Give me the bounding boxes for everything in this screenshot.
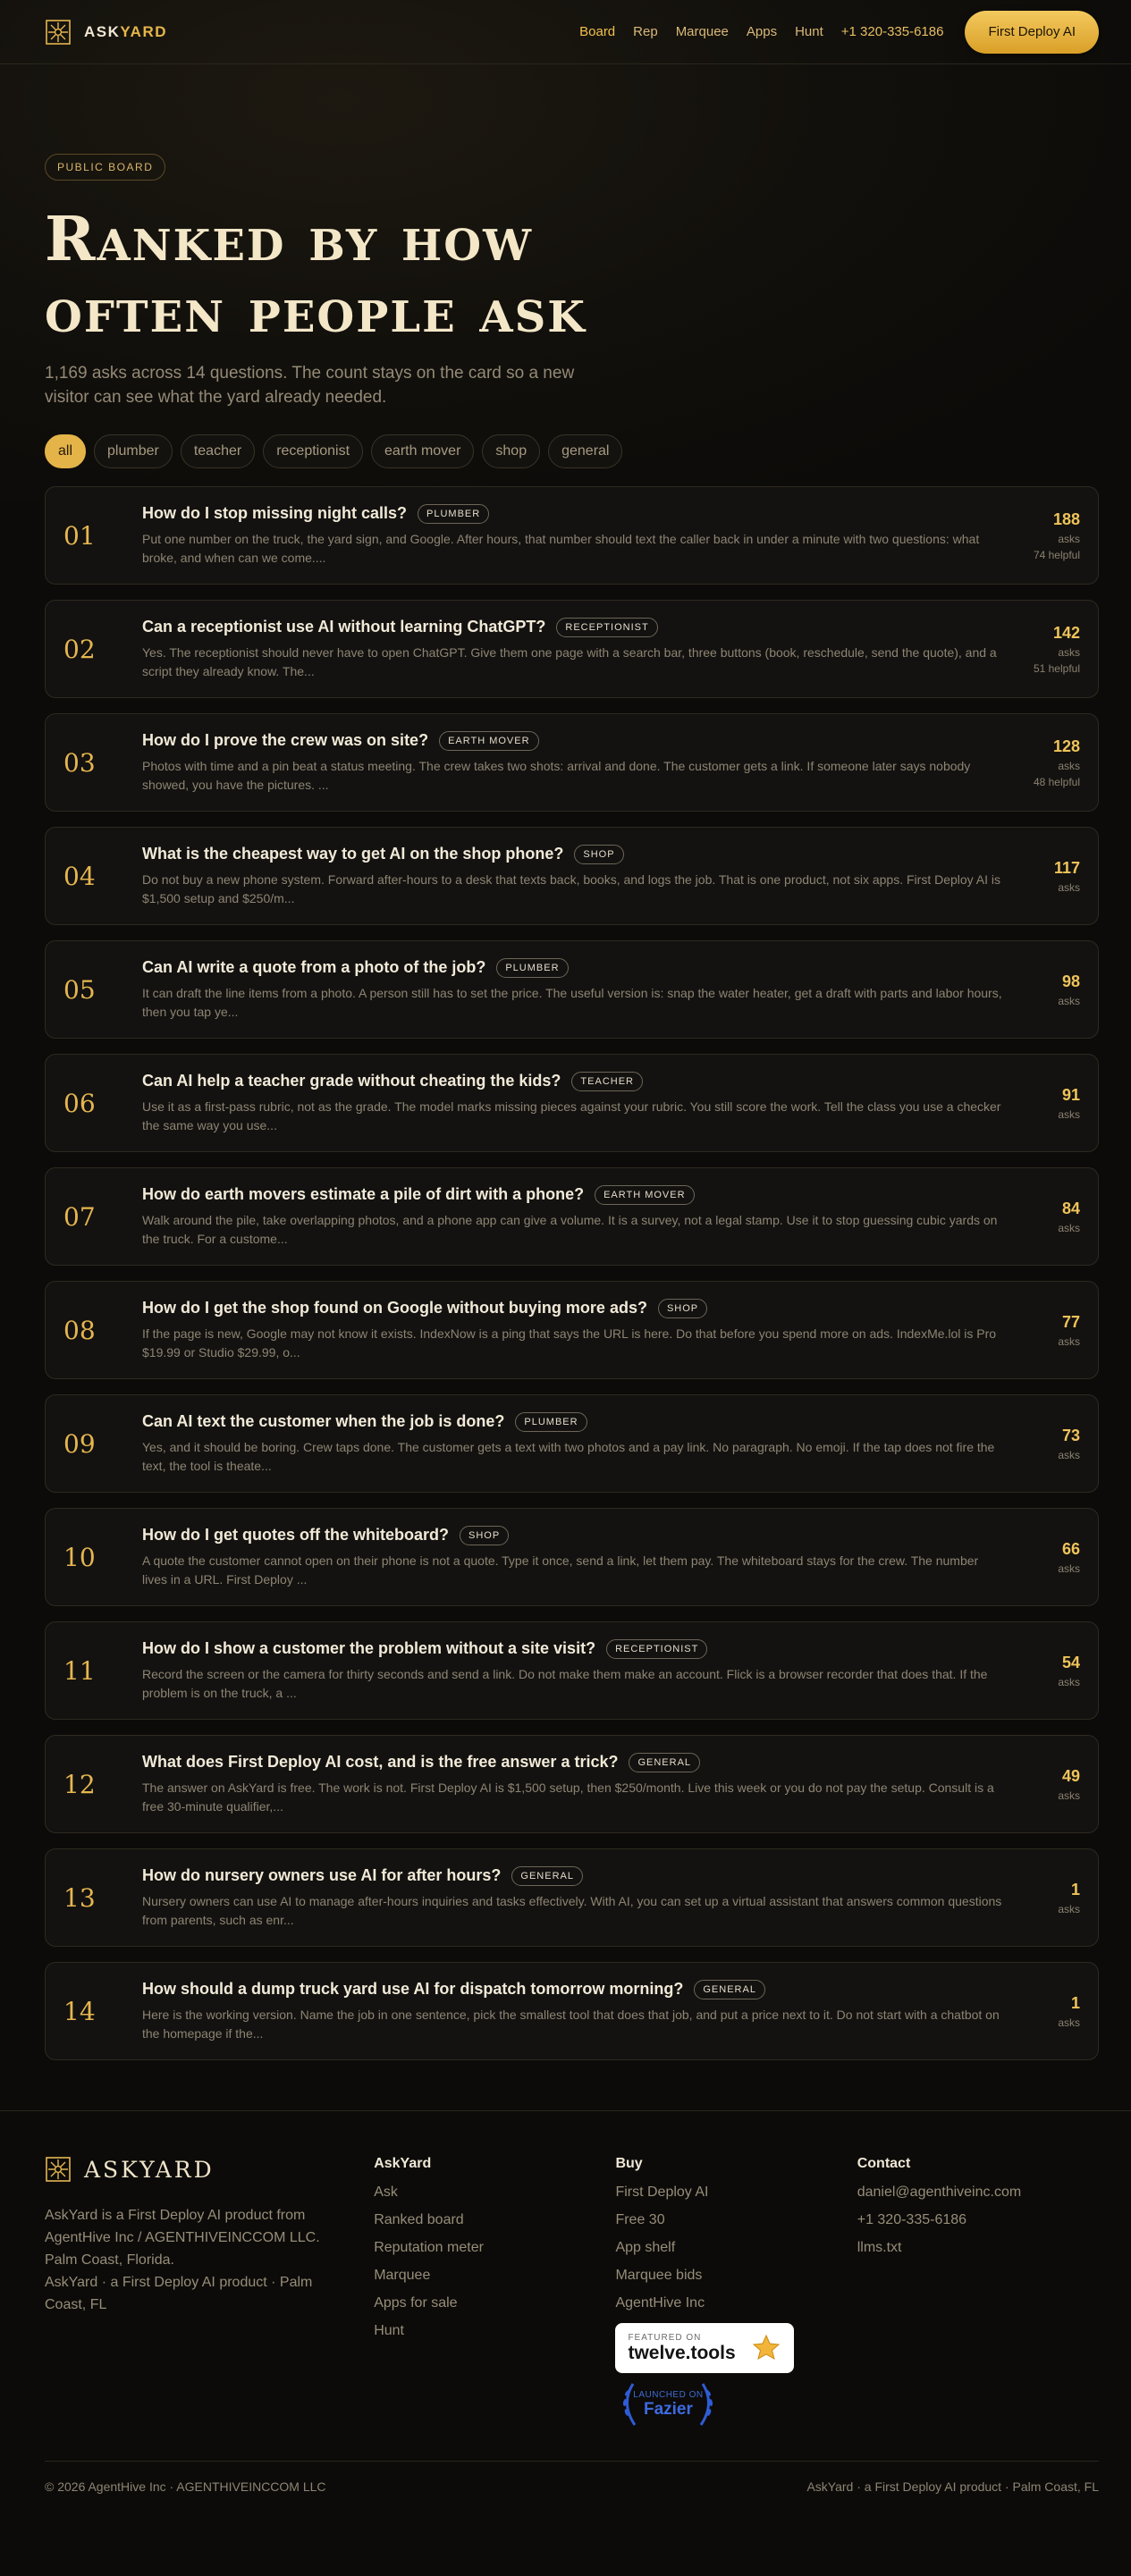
footer-link-free-30[interactable]: Free 30	[615, 2212, 665, 2227]
asks-label: asks	[1058, 880, 1080, 894]
question-title[interactable]: Can AI help a teacher grade without cheating the kids?	[142, 1072, 561, 1090]
question-body	[142, 1980, 1017, 2043]
answer-excerpt: Yes, and it should be boring. Crew taps done. The customer gets a text with two photos and a pay link. No paragraph. No emoji. If the tap does not fire the text, the tool is theate...	[142, 1439, 995, 1473]
question-line	[142, 1866, 1003, 1886]
ask-count: 54	[1061, 1653, 1080, 1671]
question-line	[142, 1072, 1003, 1091]
question-card[interactable]	[45, 1054, 1099, 1152]
question-body	[142, 1412, 1017, 1476]
question-line	[142, 1185, 1003, 1205]
footer-col-buy	[615, 2156, 857, 2430]
filter-chip-shop[interactable]: shop	[482, 434, 540, 468]
answer-excerpt: Do not buy a new phone system. Forward after-hours to a desk that texts back, books, and logs the job. That is one product, not six apps. First Deploy AI is $1,500 setup and $250/m...	[142, 871, 1001, 905]
rank-number: 04	[63, 861, 96, 891]
question-line	[142, 958, 1003, 978]
nav-phone[interactable]: +1 320-335-6186	[840, 24, 944, 39]
yard-logo-icon	[45, 2156, 72, 2183]
question-card[interactable]	[45, 1281, 1099, 1379]
question-body	[142, 1753, 1017, 1816]
nav-apps[interactable]: Apps	[746, 24, 778, 39]
footer-bottom	[45, 2461, 1099, 2511]
asks-label: asks	[1058, 1221, 1080, 1234]
answer-excerpt: The answer on AskYard is free. The work is not. First Deploy AI is $1,500 setup, then $250/month. Live this week or you do not pay the setup. Consult is a free 30-minute qualifier,...	[142, 1780, 994, 1814]
brand[interactable]	[45, 19, 167, 46]
category-tag[interactable]: RECEPTIONIST	[606, 1639, 707, 1659]
badge-fazier: Fazier	[643, 2399, 693, 2419]
rank-number: 08	[63, 1315, 96, 1345]
ask-stats	[1017, 1313, 1080, 1348]
category-tag[interactable]: SHOP	[658, 1299, 707, 1318]
question-line	[142, 1980, 1003, 1999]
fazier-badge[interactable]	[615, 2378, 721, 2430]
footer-link-marquee-bids[interactable]: Marquee bids	[615, 2268, 703, 2283]
question-title[interactable]: How do I get the shop found on Google without buying more ads?	[142, 1299, 647, 1317]
asks-label: asks	[1058, 1562, 1080, 1575]
question-title[interactable]: What is the cheapest way to get AI on the shop phone?	[142, 845, 564, 863]
copyright: © 2026 AgentHive Inc · AGENTHIVEINCCOM LLC	[45, 2479, 326, 2494]
rank-number: 13	[63, 1882, 96, 1913]
question-line	[142, 504, 1003, 524]
ask-count: 49	[1061, 1766, 1080, 1785]
answer-excerpt: Here is the working version. Name the job in one sentence, pick the smallest tool that does that job, and put a price next to it. Do not start with a chatbot on the homepage if the...	[142, 2007, 1000, 2041]
star-trophy-icon	[751, 2334, 781, 2362]
helpful-count: 51 helpful	[1033, 661, 1080, 675]
ask-stats	[1017, 1540, 1080, 1575]
site-header	[0, 0, 1131, 64]
question-line	[142, 1526, 1003, 1545]
filter-chip-receptionist[interactable]: receptionist	[263, 434, 363, 468]
question-card[interactable]	[45, 600, 1099, 698]
ask-count: 188	[1052, 509, 1080, 528]
rank-number: 05	[63, 974, 96, 1005]
page-title: Ranked by how often people ask	[45, 204, 587, 347]
answer-excerpt: It can draft the line items from a photo. A person still has to set the price. The useful version is: snap the water heater, get a draft with parts and labor hours, then you tap ye...	[142, 985, 1002, 1019]
footer-link-phone[interactable]: +1 320-335-6186	[857, 2212, 967, 2227]
nav-hunt[interactable]: Hunt	[795, 24, 823, 39]
question-title[interactable]: How do earth movers estimate a pile of dirt with a phone?	[142, 1185, 585, 1203]
rank-number: 14	[63, 1996, 96, 2026]
ask-count: 73	[1061, 1426, 1080, 1444]
category-tag[interactable]: PLUMBER	[515, 1412, 587, 1432]
ask-count: 84	[1061, 1199, 1080, 1217]
question-title[interactable]: Can AI write a quote from a photo of the job?	[142, 958, 486, 976]
question-title[interactable]: How do I show a customer the problem without a site visit?	[142, 1639, 596, 1657]
question-body	[142, 618, 1017, 681]
ask-count: 98	[1061, 972, 1080, 990]
category-tag[interactable]: RECEPTIONIST	[556, 618, 657, 637]
footer-description	[45, 2204, 340, 2316]
answer-excerpt: Nursery owners can use AI to manage after-hours inquiries and tasks effectively. With AI, you can set up a virtual assistant that answers common questions from parents, such as enr...	[142, 1893, 1002, 1927]
rank-number: 06	[63, 1088, 96, 1118]
question-title[interactable]: How should a dump truck yard use AI for dispatch tomorrow morning?	[142, 1980, 684, 1998]
ask-stats	[1017, 737, 1080, 788]
category-tag[interactable]: PLUMBER	[418, 504, 489, 524]
brand-name	[84, 23, 167, 41]
question-card[interactable]	[45, 1621, 1099, 1720]
ask-stats	[1017, 1767, 1080, 1802]
footer-link-marquee[interactable]: Marquee	[374, 2268, 431, 2283]
asks-label: asks	[1058, 994, 1080, 1007]
footer-desc-1: AskYard is a First Deploy AI product from AgentHive Inc / AGENTHIVEINCCOM LLC. Palm Coast, Florida.	[45, 2208, 320, 2268]
question-line	[142, 1639, 1003, 1659]
question-card[interactable]	[45, 486, 1099, 585]
ask-count: 91	[1061, 1085, 1080, 1104]
ask-count: 128	[1052, 737, 1080, 755]
filter-bar	[45, 434, 1086, 468]
question-line	[142, 1412, 1003, 1432]
question-card[interactable]	[45, 940, 1099, 1039]
question-card[interactable]	[45, 827, 1099, 925]
filter-chip-plumber[interactable]: plumber	[94, 434, 173, 468]
page-subtitle: 1,169 asks across 14 questions. The count stays on the card so a new visitor can see what the yard already needed.	[45, 364, 575, 407]
asks-label: asks	[1058, 1448, 1080, 1461]
footer-link-first-deploy-ai[interactable]: First Deploy AI	[615, 2185, 709, 2200]
nav-board[interactable]: Board	[579, 24, 616, 39]
answer-excerpt: Yes. The receptionist should never have to open ChatGPT. Give them one page with a search bar, three buttons (book, reschedule, send the quote), and a script they already know. The...	[142, 644, 997, 678]
footer-link-apps-for-sale[interactable]: Apps for sale	[374, 2295, 458, 2311]
question-line	[142, 731, 1003, 751]
footer-tagline: AskYard · a First Deploy AI product · Palm Coast, FL	[806, 2479, 1099, 2494]
rank-number: 07	[63, 1201, 96, 1232]
yard-logo-icon	[45, 19, 72, 46]
category-tag[interactable]: PLUMBER	[496, 958, 568, 978]
question-line	[142, 1753, 1003, 1772]
footer-link-ask[interactable]: Ask	[374, 2185, 398, 2200]
footer-link-llms-txt[interactable]: llms.txt	[857, 2240, 902, 2255]
question-card[interactable]	[45, 1394, 1099, 1493]
answer-excerpt: Record the screen or the camera for thirty seconds and send a link. Do not make them make an account. Flick is a browser recorder that does that. If the problem is on the truck, a ...	[142, 1666, 988, 1700]
question-line	[142, 1299, 1003, 1318]
category-tag[interactable]: TEACHER	[571, 1072, 643, 1091]
badge-twelve-tools: twelve.tools	[628, 2342, 736, 2363]
footer-link-ranked-board[interactable]: Ranked board	[374, 2212, 464, 2227]
category-tag[interactable]: SHOP	[460, 1526, 509, 1545]
footer-col-askyard	[374, 2156, 615, 2430]
category-tag[interactable]: EARTH MOVER	[595, 1185, 694, 1205]
answer-excerpt: Put one number on the truck, the yard sign, and Google. After hours, that number should text the caller back in under a minute with two questions: what broke, and when can we come....	[142, 531, 980, 565]
category-tag[interactable]: SHOP	[574, 845, 623, 864]
rank-number: 01	[63, 520, 96, 551]
ask-count: 142	[1052, 623, 1080, 642]
category-tag[interactable]: GENERAL	[511, 1866, 583, 1886]
asks-label: asks	[1058, 759, 1080, 772]
footer-link-app-shelf[interactable]: App shelf	[615, 2240, 676, 2255]
ask-stats	[1017, 510, 1080, 561]
question-title[interactable]: How do I get quotes off the whiteboard?	[142, 1526, 449, 1544]
ask-stats	[1017, 1654, 1080, 1688]
laurel-icon	[615, 2378, 721, 2430]
answer-excerpt: Walk around the pile, take overlapping photos, and a phone app can give a volume. It is a survey, not a legal stamp. Use it to stop guessing cubic yards on the truck. For a custome...	[142, 1212, 998, 1246]
ask-stats	[1017, 1994, 1080, 2029]
asks-label: asks	[1058, 1675, 1080, 1688]
question-body	[142, 1185, 1017, 1249]
asks-label: asks	[1058, 1789, 1080, 1802]
footer-link-agenthive[interactable]: AgentHive Inc	[615, 2295, 705, 2311]
asks-label: asks	[1058, 1902, 1080, 1915]
filter-chip-earth-mover[interactable]: earth mover	[371, 434, 474, 468]
brand-prefix: ASK	[84, 22, 121, 40]
question-body	[142, 731, 1017, 795]
ask-stats	[1017, 1427, 1080, 1461]
rank-number: 12	[63, 1769, 96, 1799]
brand-suffix: YARD	[120, 22, 168, 40]
question-card[interactable]	[45, 713, 1099, 812]
asks-label: asks	[1058, 1107, 1080, 1121]
nav-rep[interactable]: Rep	[633, 24, 658, 39]
footer-desc-2: AskYard · a First Deploy AI product · Palm Coast, FL	[45, 2275, 313, 2312]
question-line	[142, 845, 1003, 864]
rank-number: 03	[63, 747, 96, 778]
question-title[interactable]: Can a receptionist use AI without learning ChatGPT?	[142, 618, 546, 636]
answer-excerpt: Use it as a first-pass rubric, not as the grade. The model marks missing pieces against your rubric. You still score the work. Tell the class you use a checker the same way you use...	[142, 1099, 1001, 1132]
question-line	[142, 618, 1003, 637]
ask-stats	[1017, 859, 1080, 894]
helpful-count: 74 helpful	[1033, 548, 1080, 561]
ask-stats	[1017, 624, 1080, 675]
main-nav	[579, 11, 1099, 54]
question-body	[142, 1639, 1017, 1703]
nav-marquee[interactable]: Marquee	[675, 24, 729, 39]
answer-excerpt: Photos with time and a pin beat a status meeting. The crew takes two shots: arrival and done. The customer gets a link. If someone later says nobody showed, you have the pictures. ...	[142, 758, 971, 792]
question-body	[142, 845, 1017, 908]
rank-number: 09	[63, 1428, 96, 1459]
footer-col-title: Buy	[615, 2156, 643, 2171]
footer-col-title: Contact	[857, 2156, 911, 2171]
ask-count: 1	[1070, 1993, 1080, 2012]
footer-link-reputation-meter[interactable]: Reputation meter	[374, 2240, 484, 2255]
question-title[interactable]: How do I prove the crew was on site?	[142, 731, 429, 749]
question-card[interactable]	[45, 1167, 1099, 1266]
question-card[interactable]	[45, 1508, 1099, 1606]
category-tag[interactable]: GENERAL	[629, 1753, 700, 1772]
badge-launched-label: LAUNCHED ON	[633, 2389, 704, 2400]
question-card[interactable]	[45, 1848, 1099, 1947]
question-body	[142, 504, 1017, 568]
asks-label: asks	[1058, 532, 1080, 545]
footer-brand[interactable]	[45, 2156, 374, 2183]
footer-link-email[interactable]: daniel@agenthiveinc.com	[857, 2185, 1022, 2200]
helpful-count: 48 helpful	[1033, 775, 1080, 788]
question-list	[0, 486, 1131, 2060]
filter-chip-teacher[interactable]: teacher	[181, 434, 255, 468]
question-body	[142, 958, 1017, 1022]
asks-label: asks	[1058, 2016, 1080, 2029]
question-title[interactable]: How do nursery owners use AI for after hours?	[142, 1866, 502, 1884]
rank-number: 02	[63, 634, 96, 664]
footer-link-hunt[interactable]: Hunt	[374, 2323, 404, 2338]
category-tag[interactable]: EARTH MOVER	[439, 731, 538, 751]
asks-label: asks	[1058, 1334, 1080, 1348]
public-board-chip: PUBLIC BOARD	[45, 154, 165, 181]
question-title[interactable]: Can AI text the customer when the job is done?	[142, 1412, 505, 1430]
category-tag[interactable]: GENERAL	[694, 1980, 765, 1999]
hero	[0, 64, 1131, 468]
ask-stats	[1017, 1200, 1080, 1234]
twelve-tools-badge[interactable]	[615, 2323, 794, 2373]
answer-excerpt: If the page is new, Google may not know it exists. IndexNow is a ping that says the URL is here. Do that before you spend more on ads. IndexMe.lol is Pro $19.99 or Studio $29.99, o...	[142, 1326, 997, 1360]
ask-count: 77	[1061, 1312, 1080, 1331]
rank-number: 11	[63, 1655, 96, 1686]
question-body	[142, 1866, 1017, 1930]
question-body	[142, 1526, 1017, 1589]
badge-featured-label: FEATURED ON	[628, 2332, 702, 2343]
question-title[interactable]: What does First Deploy AI cost, and is the free answer a trick?	[142, 1753, 619, 1771]
question-card[interactable]	[45, 1735, 1099, 1833]
ask-stats	[1017, 1086, 1080, 1121]
question-body	[142, 1072, 1017, 1135]
footer-col-title: AskYard	[374, 2156, 432, 2171]
asks-label: asks	[1058, 645, 1080, 659]
question-title[interactable]: How do I stop missing night calls?	[142, 504, 408, 522]
site-footer	[0, 2110, 1131, 2511]
filter-chip-all[interactable]: all	[45, 434, 86, 468]
first-deploy-ai-button[interactable]: First Deploy AI	[965, 11, 1099, 54]
footer-brand-name: ASKYARD	[84, 2156, 215, 2183]
ask-count: 66	[1061, 1539, 1080, 1558]
footer-col-contact	[857, 2156, 1099, 2430]
ask-count: 1	[1070, 1880, 1080, 1898]
question-body	[142, 1299, 1017, 1362]
question-card[interactable]	[45, 1962, 1099, 2060]
filter-chip-general[interactable]: general	[548, 434, 622, 468]
ask-stats	[1017, 972, 1080, 1007]
ask-count: 117	[1053, 858, 1080, 877]
ask-stats	[1017, 1881, 1080, 1915]
rank-number: 10	[63, 1542, 96, 1572]
answer-excerpt: A quote the customer cannot open on their phone is not a quote. Type it once, send a link, let them pay. The whiteboard stays for the crew. The number lives in a URL. First Deploy ...	[142, 1553, 979, 1587]
